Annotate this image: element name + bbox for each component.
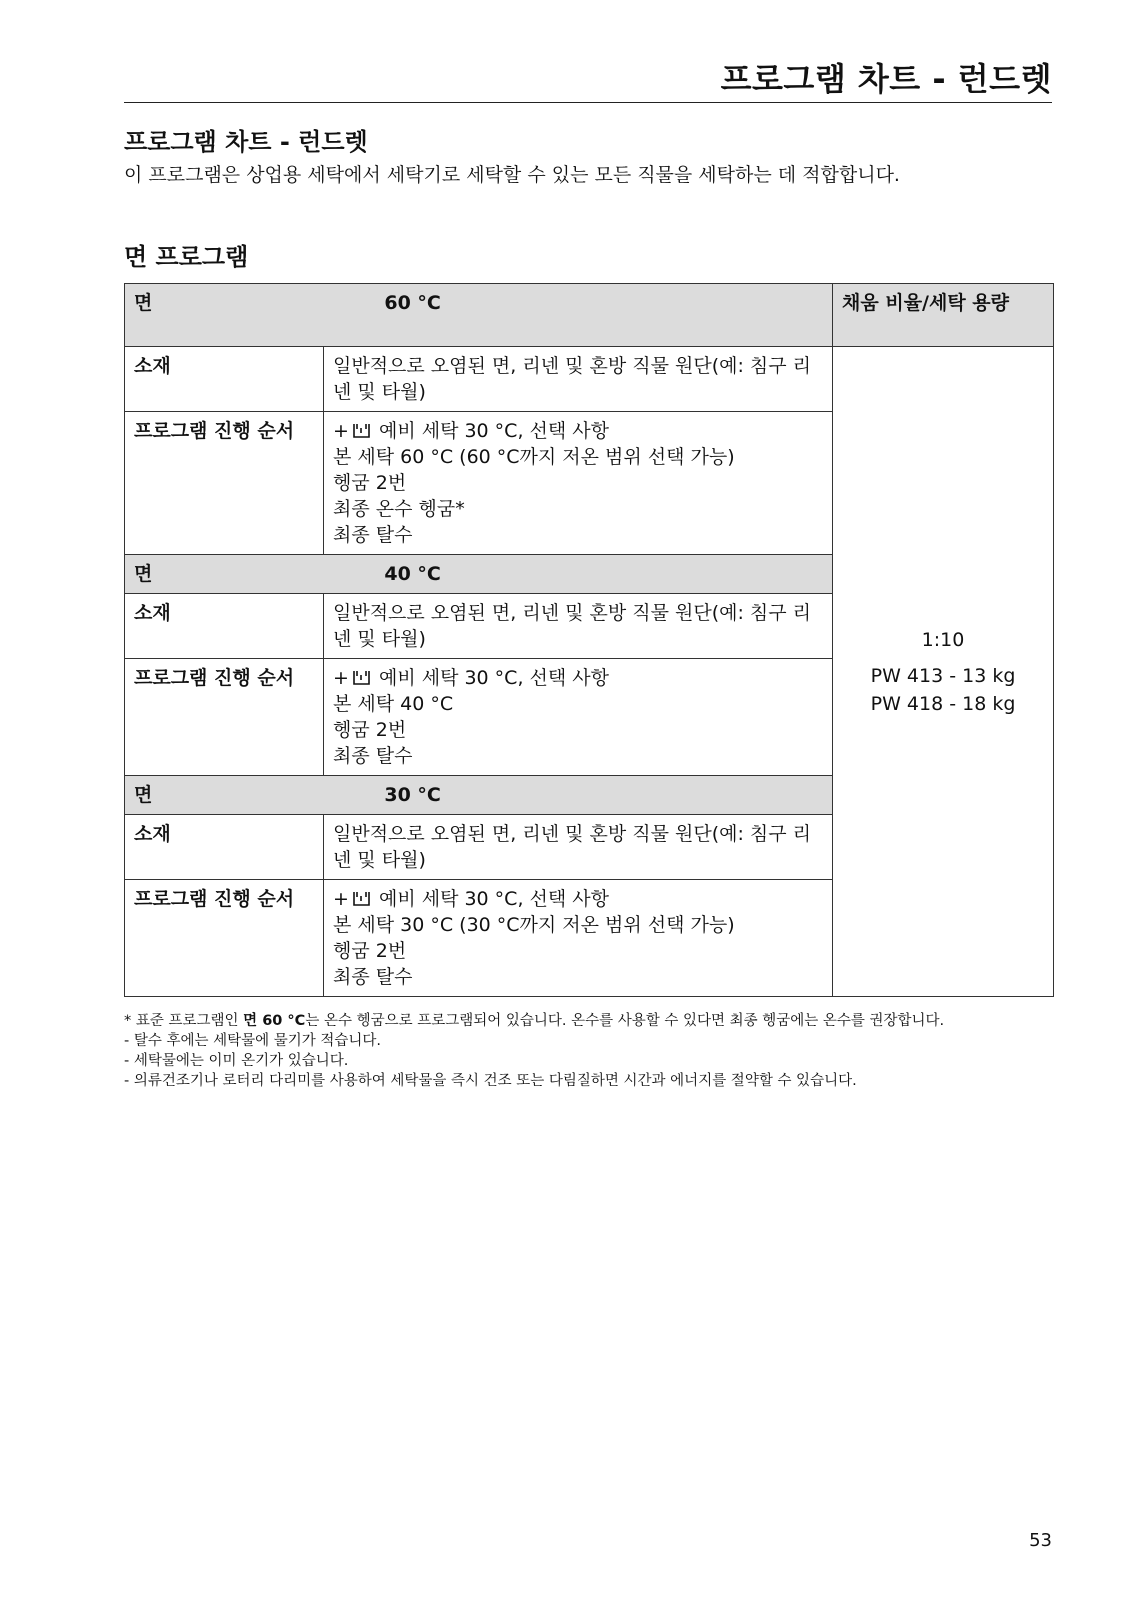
note-item: - 탈수 후에는 세탁물에 물기가 적습니다. xyxy=(124,1033,381,1049)
prewash-plus: + xyxy=(333,667,349,689)
material-label: 소재 xyxy=(125,815,324,880)
program-step: 최종 온수 헹굼* xyxy=(333,498,465,520)
material-label: 소재 xyxy=(125,347,324,412)
prewash-plus: + xyxy=(333,888,349,910)
program-step: 본 세탁 40 °C xyxy=(333,693,454,715)
ratio-header: 채움 비율/세탁 용량 xyxy=(833,284,1054,347)
prewash-step-text: 예비 세탁 30 °C, 선택 사항 xyxy=(372,667,609,689)
program-steps-list xyxy=(324,659,833,776)
running-header xyxy=(124,54,1052,103)
material-value: 일반적으로 오염된 면, 리넨 및 혼방 직물 원단(예: 침구 리넨 및 타월) xyxy=(324,347,833,412)
program-temperature: 30 °C xyxy=(384,784,441,806)
program-header-row xyxy=(125,284,1054,347)
material-row xyxy=(125,347,1054,412)
prewash-step-text: 예비 세탁 30 °C, 선택 사항 xyxy=(372,420,609,442)
program-step: 최종 탈수 xyxy=(333,524,413,546)
ratio-value: PW 413 - 13 kg xyxy=(870,664,1016,687)
program-name: 면 xyxy=(134,563,153,585)
program-step: 헹굼 2번 xyxy=(333,719,407,741)
ratio-value: 1:10 xyxy=(921,628,965,651)
prewash-step-text: 예비 세탁 30 °C, 선택 사항 xyxy=(372,888,609,910)
ratio-value: PW 418 - 18 kg xyxy=(870,692,1016,715)
program-step: 최종 탈수 xyxy=(333,966,413,988)
footnotes xyxy=(124,1011,1052,1091)
material-label: 소재 xyxy=(125,594,324,659)
running-header-title: 프로그램 차트 - 런드렛 xyxy=(720,60,1052,98)
program-temperature: 40 °C xyxy=(384,563,441,585)
program-steps-list xyxy=(324,880,833,997)
footnote-standard: * 표준 프로그램인 면 60 °C는 온수 헹굼으로 프로그램되어 있습니다. 온수를 사용할 수 있다면 최종 헹굼에는 온수를 권장합니다. xyxy=(124,1013,945,1029)
program-temperature: 60 °C xyxy=(384,292,441,314)
program-step: 최종 탈수 xyxy=(333,745,413,767)
program-chart-table xyxy=(124,283,1054,997)
program-step: 본 세탁 30 °C (30 °C까지 저온 범위 선택 가능) xyxy=(333,914,735,936)
material-value: 일반적으로 오염된 면, 리넨 및 혼방 직물 원단(예: 침구 리넨 및 타월) xyxy=(324,815,833,880)
program-steps-label: 프로그램 진행 순서 xyxy=(125,880,324,997)
note-item: - 세탁물에는 이미 온기가 있습니다. xyxy=(124,1053,349,1069)
prewash-tub-icon xyxy=(349,669,373,685)
ratio-cell xyxy=(833,347,1054,997)
program-step xyxy=(333,886,823,912)
program-step: 헹굼 2번 xyxy=(333,472,407,494)
program-header-cell xyxy=(125,284,833,347)
prewash-tub-icon xyxy=(349,422,373,438)
program-header-cell xyxy=(125,776,833,815)
program-step xyxy=(333,418,823,444)
page-number: 53 xyxy=(1029,1530,1052,1551)
program-name: 면 xyxy=(134,292,153,314)
program-name: 면 xyxy=(134,784,153,806)
prewash-plus: + xyxy=(333,420,349,442)
footnote-program-name: 면 60 °C xyxy=(243,1013,306,1029)
section-intro: 이 프로그램은 상업용 세탁에서 세탁기로 세탁할 수 있는 모든 직물을 세탁하는 데 적합합니다. xyxy=(124,164,900,186)
program-steps-label: 프로그램 진행 순서 xyxy=(125,412,324,555)
program-step: 본 세탁 60 °C (60 °C까지 저온 범위 선택 가능) xyxy=(333,446,735,468)
program-steps-list xyxy=(324,412,833,555)
section-title: 프로그램 차트 - 런드렛 xyxy=(124,128,368,156)
program-steps-label: 프로그램 진행 순서 xyxy=(125,659,324,776)
material-value: 일반적으로 오염된 면, 리넨 및 혼방 직물 원단(예: 침구 리넨 및 타월) xyxy=(324,594,833,659)
prewash-tub-icon xyxy=(349,890,373,906)
program-header-cell xyxy=(125,555,833,594)
cotton-program-title: 면 프로그램 xyxy=(124,243,249,271)
program-step xyxy=(333,665,823,691)
program-step: 헹굼 2번 xyxy=(333,940,407,962)
note-item: - 의류건조기나 로터리 다리미를 사용하여 세탁물을 즉시 건조 또는 다림질하면 시간과 에너지를 절약할 수 있습니다. xyxy=(124,1073,857,1089)
ratio-spacer xyxy=(842,654,1044,662)
